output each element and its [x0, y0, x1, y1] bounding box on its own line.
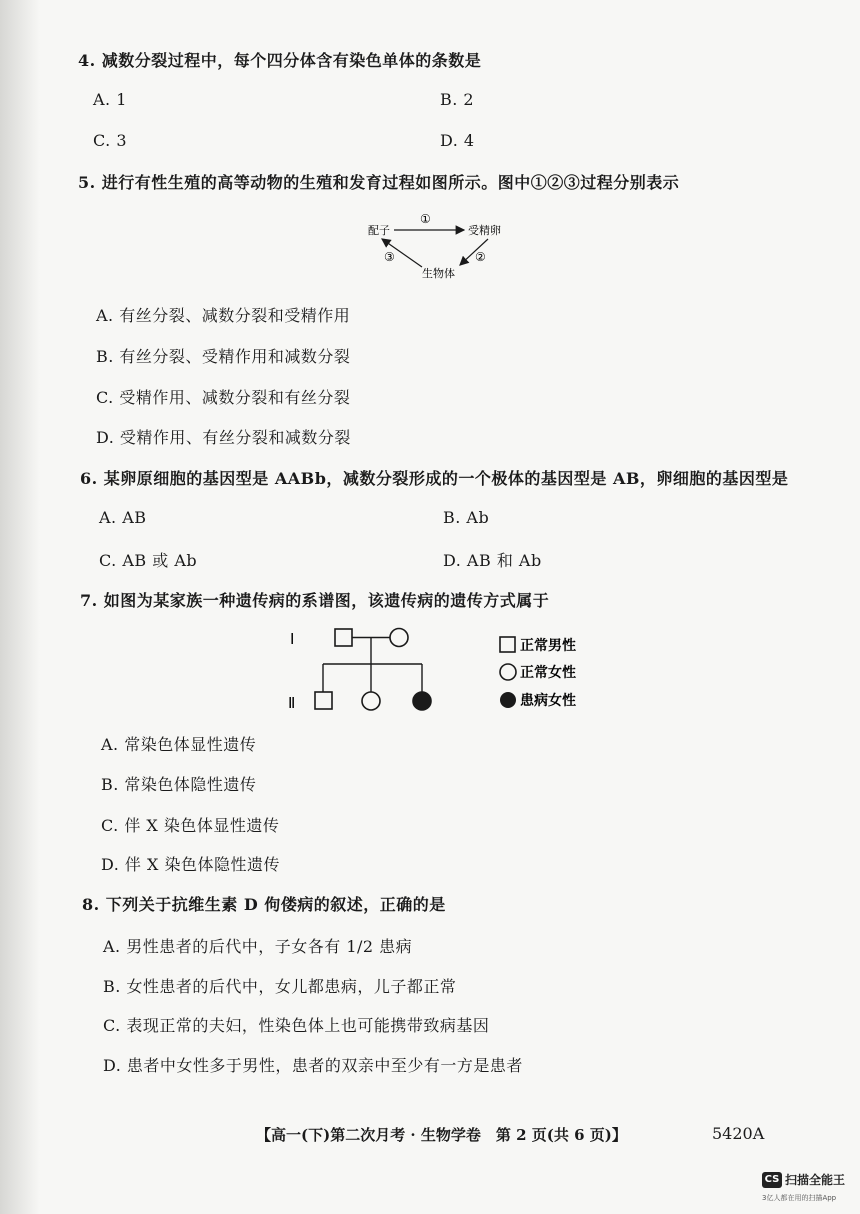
generation-2-label: Ⅱ	[288, 694, 296, 712]
q5-option-c: C. 受精作用、减数分裂和有丝分裂	[96, 388, 351, 407]
q8-stem: 8. 下列关于抗维生素 D 佝偻病的叙述，正确的是	[82, 895, 446, 914]
q4-option-a: A. 1	[93, 90, 127, 109]
q8-option-c: C. 表现正常的夫妇，性染色体上也可能携带致病基因	[103, 1016, 490, 1035]
q4-option-b: B. 2	[440, 90, 475, 109]
q5-option-d: D. 受精作用、有丝分裂和减数分裂	[96, 428, 351, 447]
q5-option-b: B. 有丝分裂、受精作用和减数分裂	[96, 347, 351, 366]
q6-option-c: C. AB 或 Ab	[99, 551, 198, 570]
scan-edge-shadow	[0, 0, 40, 1214]
scanner-app-name: 扫描全能王	[785, 1173, 846, 1187]
legend-square-icon	[500, 637, 515, 652]
q8-option-a: A. 男性患者的后代中，子女各有 1/2 患病	[103, 937, 413, 956]
q7-option-c: C. 伴 X 染色体显性遗传	[101, 816, 280, 835]
q7-option-a: A. 常染色体显性遗传	[101, 735, 257, 754]
gen2-normal-female-symbol	[362, 692, 380, 710]
paper-code: 5420A	[712, 1124, 765, 1143]
diagram-zygote-label: 受精卵	[468, 224, 501, 237]
q7-stem: 7. 如图为某家族一种遗传病的系谱图，该遗传病的遗传方式属于	[80, 591, 550, 610]
q7-pedigree-chart	[280, 620, 600, 720]
diagram-process-2: ②	[475, 250, 486, 264]
q5-reproduction-cycle-diagram	[360, 205, 520, 287]
legend-affected-female: 患病女性	[520, 693, 576, 709]
gen2-normal-male-symbol	[315, 692, 332, 709]
q6-option-d: D. AB 和 Ab	[443, 551, 542, 570]
diagram-process-1: ①	[420, 212, 431, 226]
q4-stem: 4. 减数分裂过程中，每个四分体含有染色单体的条数是	[78, 51, 482, 70]
diagram-organism-label: 生物体	[422, 267, 455, 280]
q8-option-d: D. 患者中女性多于男性，患者的双亲中至少有一方是患者	[103, 1056, 523, 1075]
scanner-app-tagline: 3亿人都在用的扫描App	[762, 1194, 837, 1202]
q7-option-b: B. 常染色体隐性遗传	[101, 775, 257, 794]
q6-option-b: B. Ab	[443, 508, 490, 527]
q6-option-a: A. AB	[99, 508, 147, 527]
gen1-normal-male-symbol	[335, 629, 352, 646]
gen2-affected-female-symbol	[413, 692, 431, 710]
legend-normal-male: 正常男性	[520, 638, 576, 654]
diagram-gamete-label: 配子	[368, 224, 390, 237]
q5-stem: 5. 进行有性生殖的高等动物的生殖和发育过程如图所示。图中①②③过程分别表示	[78, 173, 680, 192]
camscanner-logo-icon: CS	[762, 1172, 782, 1188]
q4-option-d: D. 4	[440, 131, 475, 150]
gen1-normal-female-symbol	[390, 629, 408, 647]
q6-stem: 6. 某卵原细胞的基因型是 AABb，减数分裂形成的一个极体的基因型是 AB，卵细胞的基因型是	[80, 469, 789, 488]
legend-circle-icon	[500, 664, 516, 680]
diagram-process-3: ③	[384, 250, 395, 264]
q8-option-b: B. 女性患者的后代中，女儿都患病，儿子都正常	[103, 977, 457, 996]
page-footer-title: 【高一(下)第二次月考 · 生物学卷 第 2 页(共 6 页)】	[256, 1126, 627, 1144]
legend-filled-circle-icon	[500, 692, 516, 708]
legend-normal-female: 正常女性	[520, 665, 576, 681]
generation-1-label: I	[290, 630, 295, 648]
q5-option-a: A. 有丝分裂、减数分裂和受精作用	[96, 306, 351, 325]
q7-option-d: D. 伴 X 染色体隐性遗传	[101, 855, 280, 874]
q4-option-c: C. 3	[93, 131, 128, 150]
